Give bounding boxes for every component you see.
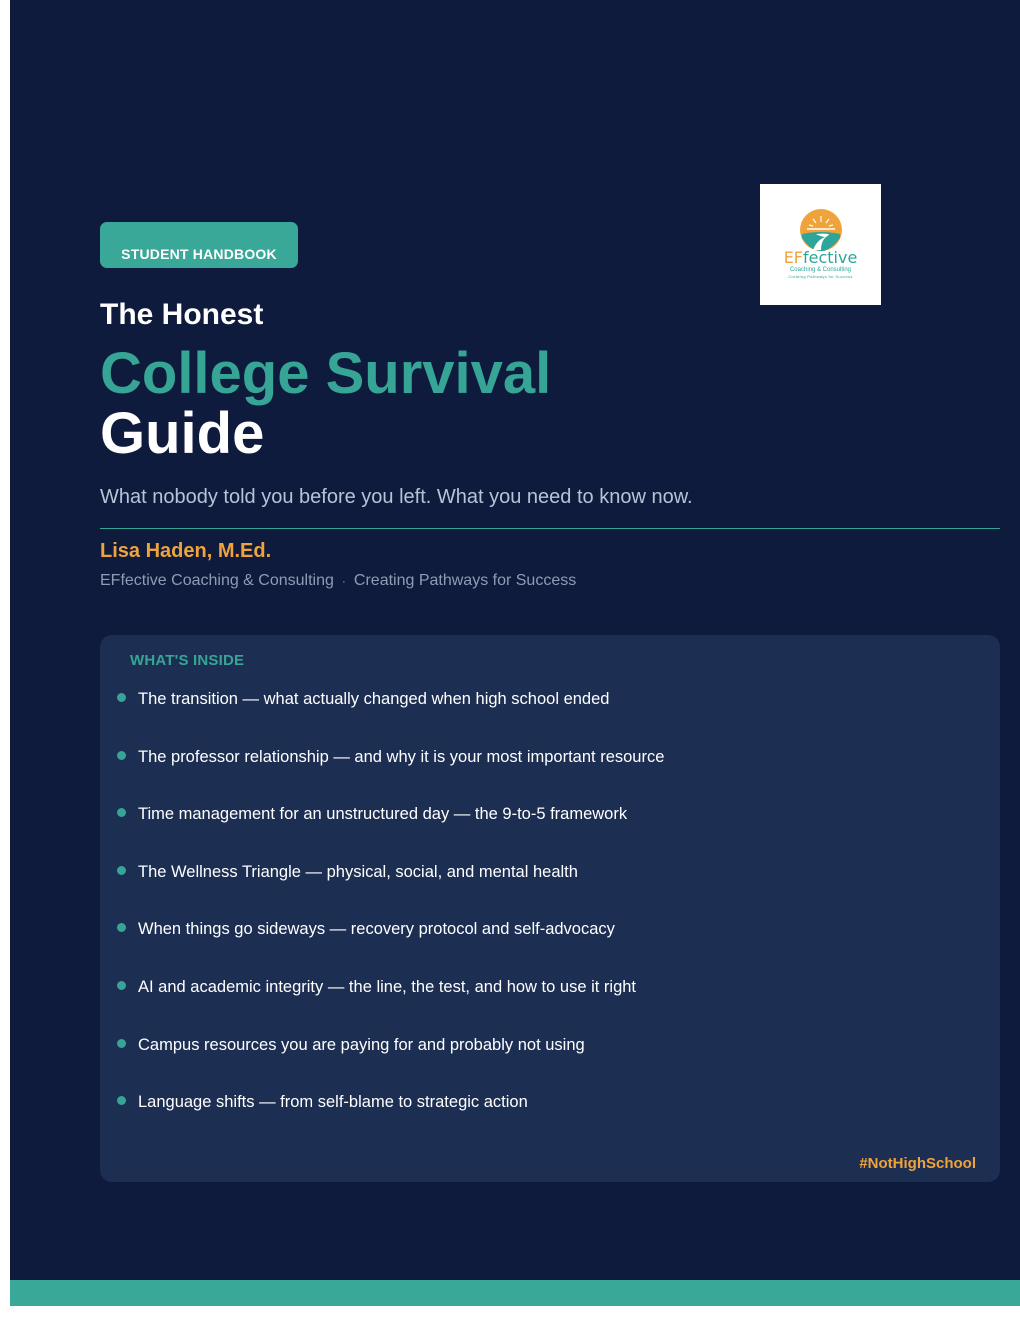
list-item-text: The transition — what actually changed when high school ended — [138, 690, 610, 708]
page-title-line1: College Survival — [100, 341, 552, 406]
page-subtitle: What nobody told you before you left. What you need to know now. — [100, 486, 693, 508]
bottom-accent-band — [10, 1280, 1020, 1306]
logo-wordmark: EFfective — [783, 248, 858, 267]
bullet-icon — [117, 981, 126, 990]
list-item-text: Language shifts — from self-blame to strategic action — [138, 1093, 528, 1112]
list-item-text: Campus resources you are paying for and probably not using — [138, 1035, 585, 1054]
student-handbook-badge: STUDENT HANDBOOK — [100, 222, 298, 268]
author-name: Lisa Haden, M.Ed. — [100, 540, 272, 562]
list-item — [100, 687, 664, 745]
list-item — [100, 802, 664, 860]
bullet-icon — [117, 923, 126, 932]
list-item-text: The Wellness Triangle — physical, social, and mental health — [138, 862, 578, 881]
contents-list — [100, 687, 664, 1148]
list-item — [100, 1090, 664, 1148]
whats-inside-panel — [100, 635, 1000, 1182]
sunrise-road-icon — [799, 208, 843, 252]
bullet-icon — [117, 808, 126, 817]
list-item-text: When things go sideways — recovery protocol and self-advocacy — [138, 920, 615, 939]
list-item-text: Time management for an unstructured day — the 9-to-5 framework — [138, 805, 628, 824]
separator-dot: · — [341, 574, 346, 588]
bullet-icon — [117, 693, 126, 702]
bullet-icon — [117, 1096, 126, 1105]
divider — [100, 528, 1000, 529]
company-logo — [760, 184, 881, 305]
logo-tagline: Creating Pathways for Success — [788, 274, 853, 279]
title-kicker: The Honest — [100, 298, 264, 331]
page-title-line2: Guide — [100, 401, 265, 466]
list-item — [100, 860, 664, 918]
hashtag: #NotHighSchool — [859, 1155, 976, 1172]
list-item — [100, 975, 664, 1033]
bullet-icon — [117, 866, 126, 875]
list-item — [100, 917, 664, 975]
list-item — [100, 1033, 664, 1091]
organization-name: EFfective Coaching & Consulting — [100, 572, 334, 589]
list-item-text: The professor relationship — and why it is your most important resource — [138, 747, 665, 766]
list-item-text: AI and academic integrity — the line, the test, and how to use it right — [138, 977, 637, 996]
list-item — [100, 745, 664, 803]
bullet-icon — [117, 1039, 126, 1048]
logo-subtitle: Coaching & Consulting — [789, 267, 852, 273]
organization-line — [100, 572, 576, 590]
bullet-icon — [117, 751, 126, 760]
organization-tagline: Creating Pathways for Success — [353, 572, 577, 589]
whats-inside-heading: WHAT'S INSIDE — [130, 652, 245, 669]
